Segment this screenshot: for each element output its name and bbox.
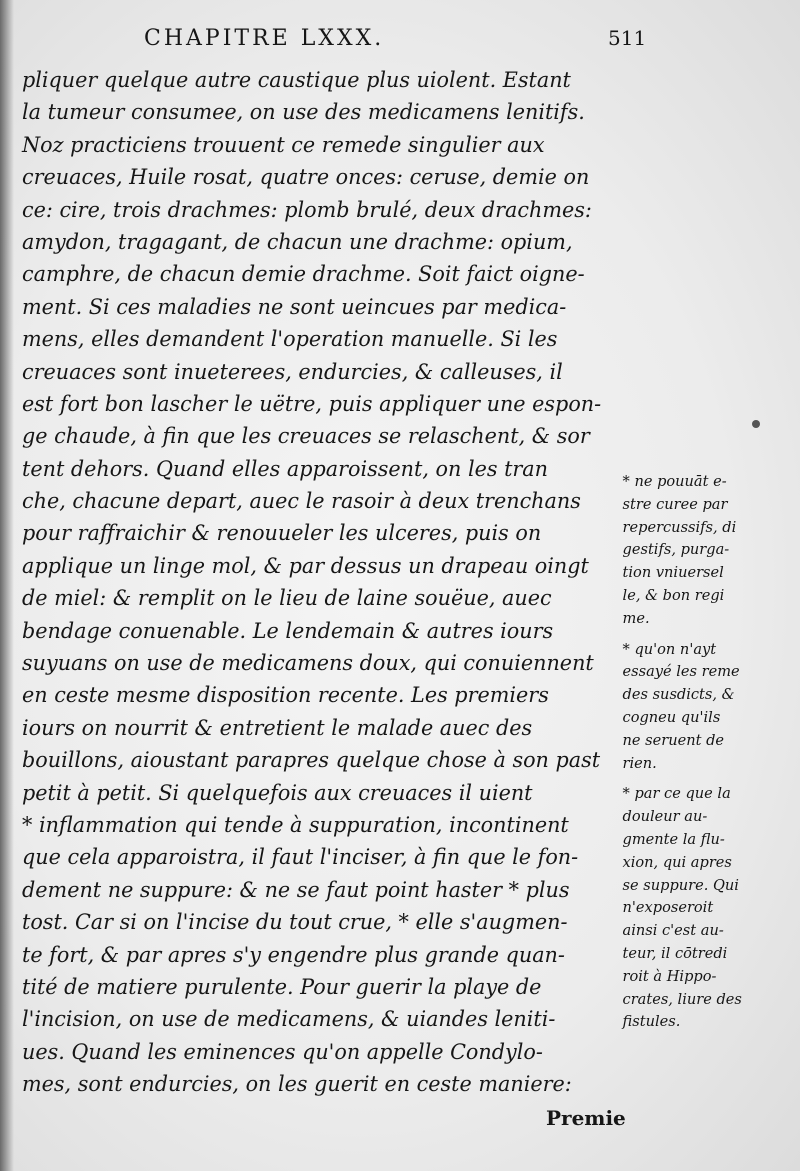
note-line: le, & bon regi (622, 585, 725, 604)
text-line: dement ne suppure: & ne se faut point haster * plus (22, 877, 570, 902)
text-line: en ceste mesme disposition recente. Les premiers (22, 683, 549, 708)
text-line: bouillons, aioustant parapres quelque chose à son past (22, 748, 601, 773)
margin-note (620, 638, 795, 775)
text-line: petit à petit. Si quelquefois aux creuaces il uient (22, 780, 533, 805)
note-line: rien. (622, 753, 657, 772)
note-line: n'exposeroit (622, 898, 714, 917)
text-line: mens, elles demandent l'operation manuelle. Si les (22, 327, 558, 352)
main-text-block (22, 64, 622, 1101)
page-header (0, 26, 800, 56)
text-line: l'incision, on use de medicamens, & uiandes leniti- (22, 1007, 556, 1032)
text-line: suyuans on use de medicamens doux, qui conuiennent (22, 651, 594, 676)
note-line: teur, il cōtredi (622, 943, 728, 962)
margin-note (620, 782, 795, 1033)
note-line: me. (622, 608, 650, 627)
text-line: que cela apparoistra, il faut l'inciser, à fin que le fon- (22, 845, 579, 870)
ink-speck (752, 420, 760, 428)
text-line: tité de matiere purulente. Pour guerir la playe de (22, 974, 542, 999)
margin-notes (620, 470, 795, 1041)
note-line: essayé les reme (622, 662, 740, 681)
text-line: mes, sont endurcies, on les guerit en ceste maniere: (22, 1072, 572, 1097)
text-line: applique un linge mol, & par dessus un drapeau oingt (22, 553, 589, 578)
note-line: gestifs, purga- (622, 540, 730, 559)
text-line: la tumeur consumee, on use des medicamens lenitifs. (22, 100, 585, 125)
text-line: amydon, tragagant, de chacun une drachme: opium, (22, 229, 573, 254)
text-line: Noz practiciens trouuent ce remede singulier aux (22, 132, 545, 157)
note-line: crates, liure des (622, 989, 742, 1008)
text-line: pour raffraichir & renouueler les ulceres, puis on (22, 521, 542, 546)
text-line: de miel: & remplit on le lieu de laine souëue, auec (22, 586, 552, 611)
note-line: ainsi c'est au- (622, 921, 724, 940)
note-line: roit à Hippo- (622, 966, 717, 985)
note-line: * ne pouuāt e- (622, 472, 727, 490)
text-line: te fort, & par apres s'y engendre plus grande quan- (22, 942, 565, 967)
text-line: est fort bon lascher le uëtre, puis appliquer une espon- (22, 391, 602, 416)
text-line: creuaces, Huile rosat, quatre onces: ceruse, demie on (22, 165, 590, 190)
text-line: tent dehors. Quand elles apparoissent, on les tran (22, 456, 549, 481)
page-number: 511 (608, 26, 647, 50)
note-line: gmente la flu- (622, 829, 725, 848)
text-line: camphre, de chacun demie drachme. Soit faict oigne- (22, 262, 585, 287)
text-line: che, chacune depart, auec le rasoir à deux trenchans (22, 489, 581, 514)
text-line: ment. Si ces maladies ne sont ueincues par medica- (22, 294, 567, 319)
text-line: iours on nourrit & entretient le malade auec des (22, 715, 533, 740)
note-line: repercussifs, di (622, 517, 737, 536)
text-line: creuaces sont inueterees, endurcies, & calleuses, il (22, 359, 563, 384)
note-line: ne seruent de (622, 730, 725, 749)
note-line: douleur au- (622, 807, 708, 826)
note-line: stre curee par (622, 494, 728, 513)
gutter-shadow (0, 0, 14, 1171)
text-line: * inflammation qui tende à suppuration, incontinent (22, 812, 569, 837)
text-line: ge chaude, à fin que les creuaces se relaschent, & sor (22, 424, 590, 449)
margin-note (620, 470, 795, 630)
note-line: cogneu qu'ils (622, 707, 721, 726)
note-line: xion, qui apres (622, 852, 732, 871)
text-line: pliquer quelque autre caustique plus uiolent. Estant (22, 68, 571, 92)
note-line: se suppure. Qui (622, 875, 739, 894)
catchword: Premie (546, 1106, 626, 1130)
text-line: tost. Car si on l'incise du tout crue, * elle s'augmen- (22, 910, 568, 935)
text-line: ues. Quand les eminences qu'on appelle Condylo- (22, 1039, 543, 1064)
note-line: tion vniuersel (622, 563, 724, 582)
running-title: CHAPITRE LXXX. (144, 26, 385, 51)
note-line: fistules. (622, 1012, 681, 1031)
note-line: * qu'on n'ayt (622, 639, 717, 658)
note-line: * par ce que la (622, 784, 731, 803)
text-line: ce: cire, trois drachmes: plomb brulé, deux drachmes: (22, 197, 592, 222)
text-line: bendage conuenable. Le lendemain & autres iours (22, 618, 554, 643)
note-line: des susdicts, & (622, 685, 735, 704)
